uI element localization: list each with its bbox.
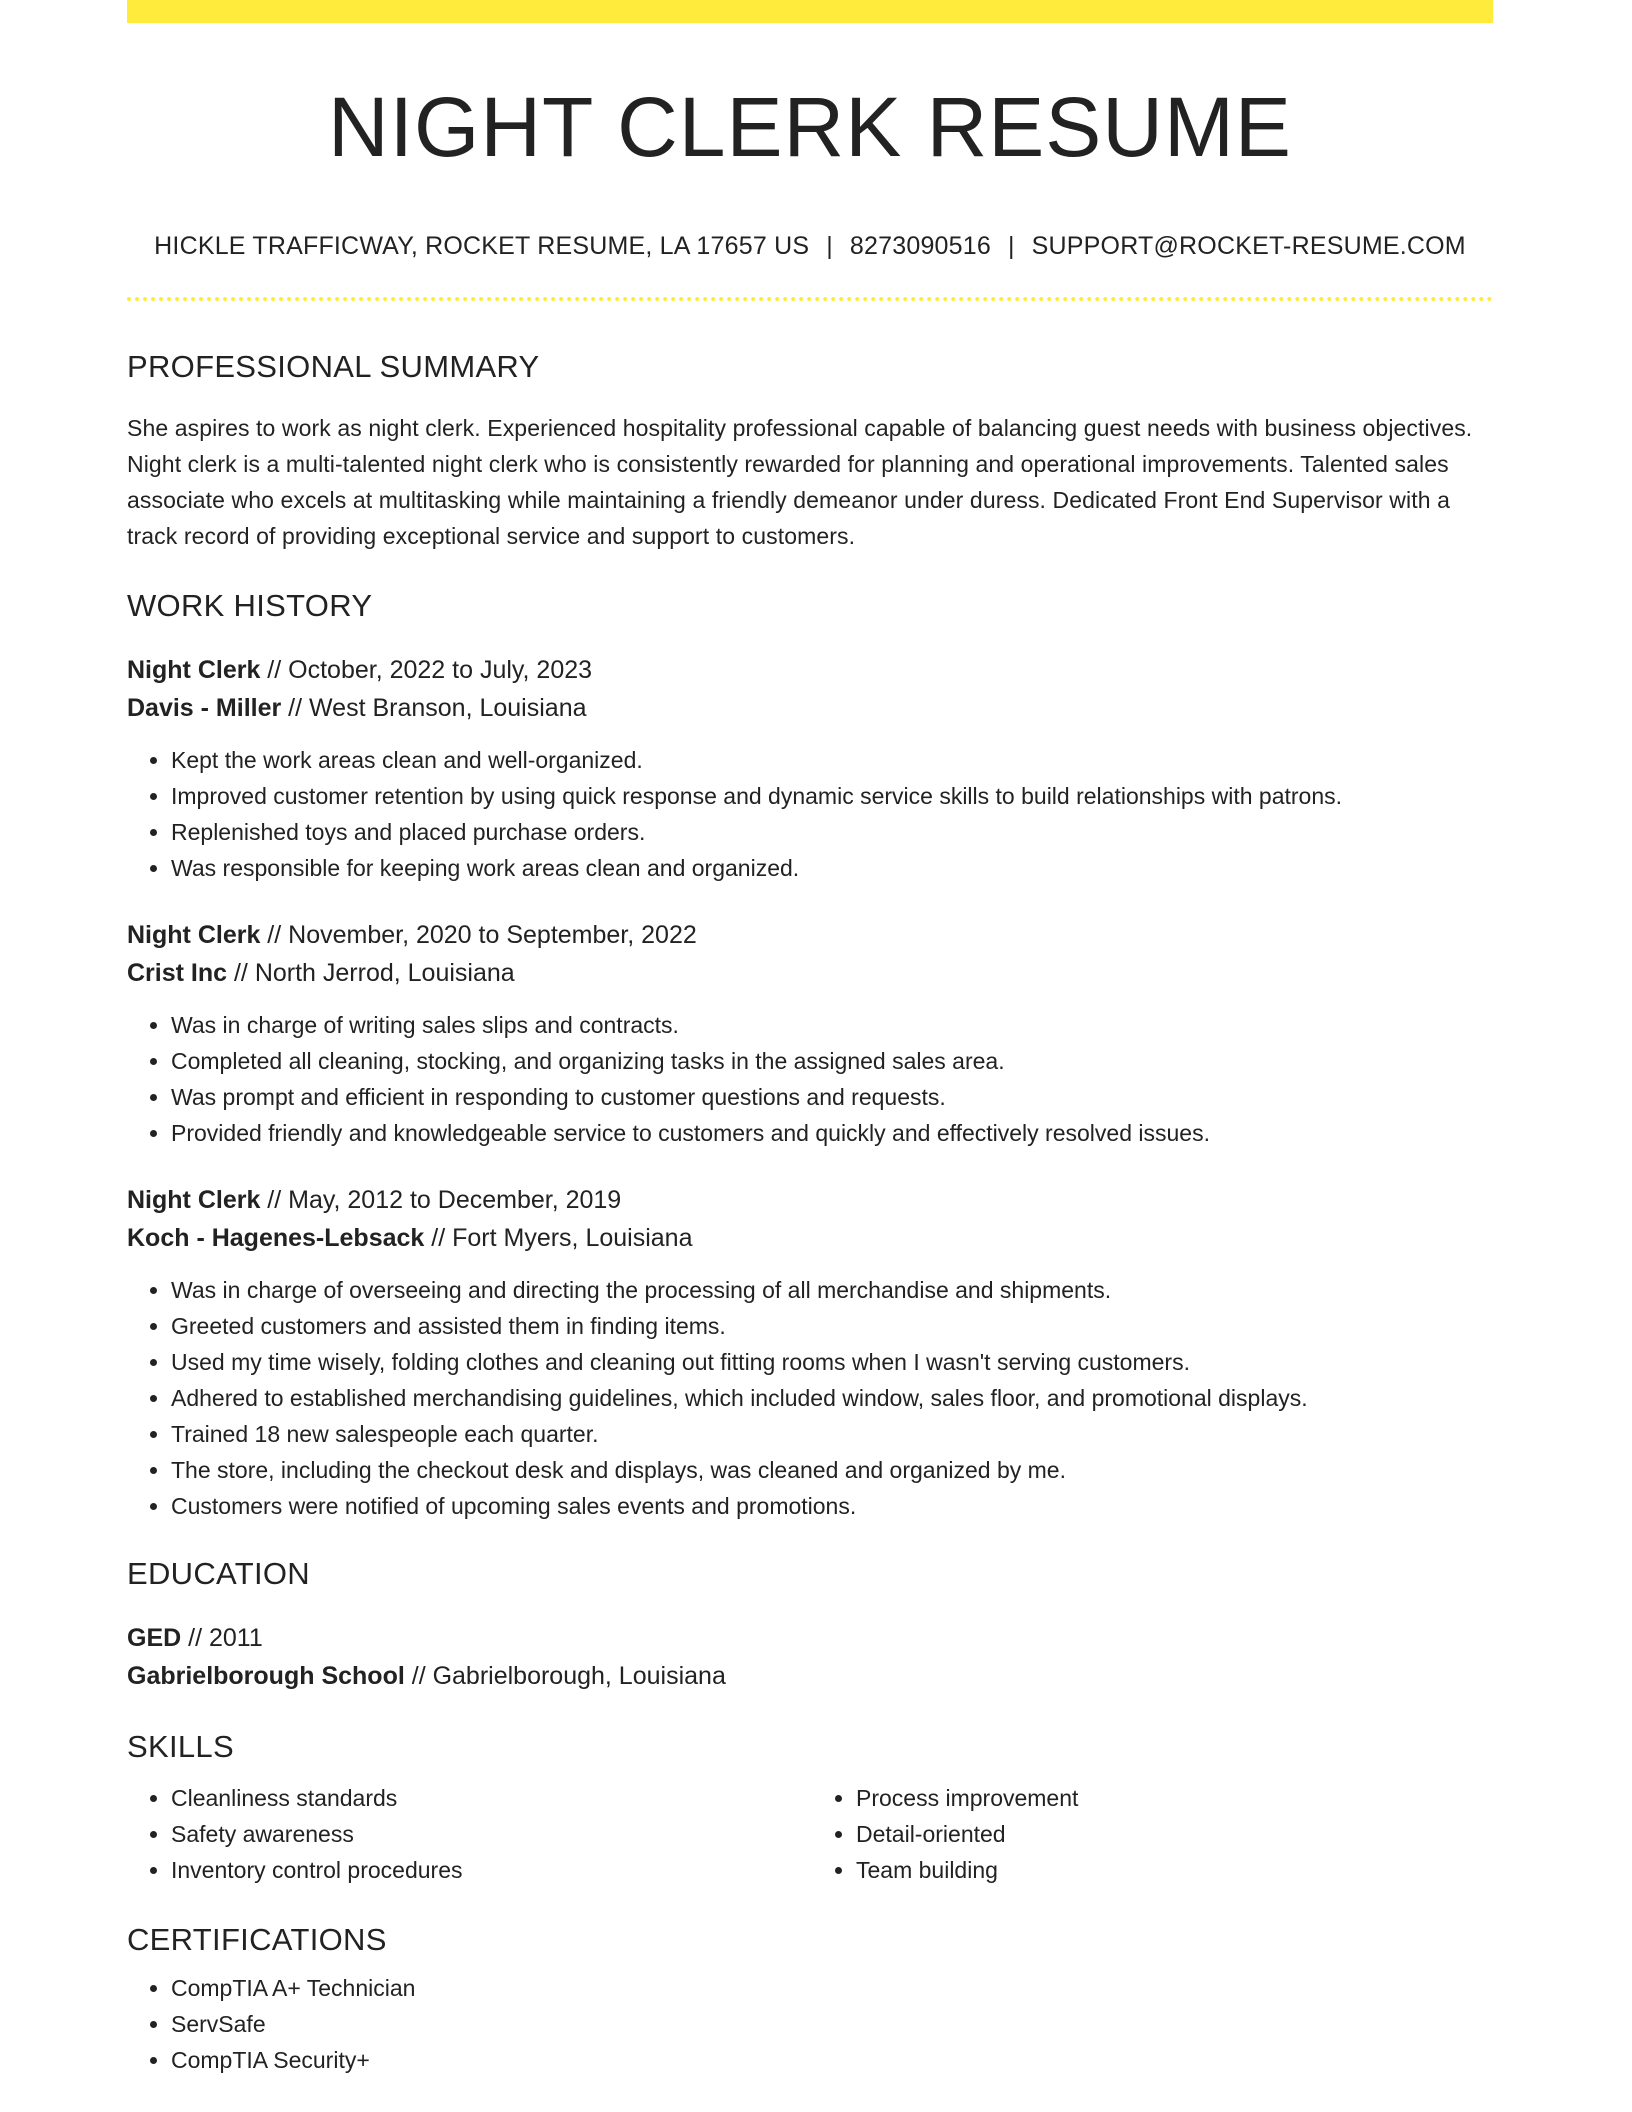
- job-role: Night Clerk: [127, 1186, 261, 1214]
- job-role: Night Clerk: [127, 656, 261, 684]
- list-item: • Improved customer retention by using quick response and dynamic service skills to build relationships with patrons.: [171, 778, 1493, 814]
- job-company-line: [127, 954, 1493, 992]
- address: HICKLE TRAFFICWAY, ROCKET RESUME, LA 17657 US: [154, 232, 810, 260]
- certification-item: • ServSafe: [171, 2006, 1493, 2042]
- separator: |: [826, 232, 833, 260]
- list-item: • Trained 18 new salespeople each quarter.: [171, 1416, 1493, 1452]
- email: SUPPORT@ROCKET-RESUME.COM: [1031, 232, 1466, 260]
- education-year: // 2011: [181, 1624, 263, 1652]
- list-item: • Customers were notified of upcoming sales events and promotions.: [171, 1488, 1493, 1524]
- job-location: // North Jerrod, Louisiana: [227, 959, 515, 987]
- list-item: • Adhered to established merchandising guidelines, which included window, sales floor, and promotional displays.: [171, 1380, 1493, 1416]
- job-company: Davis - Miller: [127, 694, 282, 722]
- education-school-line: [127, 1657, 1493, 1695]
- list-item: • Kept the work areas clean and well-organized.: [171, 742, 1493, 778]
- dotted-divider: [127, 297, 1493, 301]
- job-company-line: [127, 689, 1493, 727]
- skill-item: • Process improvement: [856, 1780, 1493, 1816]
- summary-text: She aspires to work as night clerk. Experienced hospitality professional capable of balancing guest needs with business objectives. Night clerk is a multi-talented night clerk who is consistently rewarded for planning and operational improvements. Talented sales associate who excels at multitasking while maintaining a friendly demeanor under duress. Dedicated Front End Supervisor with a track record of providing exceptional service and support to customers.: [127, 415, 1473, 549]
- resume-title: NIGHT CLERK RESUME: [328, 80, 1292, 174]
- job-bullets: [127, 742, 1493, 886]
- job-company: Crist Inc: [127, 959, 228, 987]
- skills-right-column: [810, 1780, 1493, 1888]
- skill-item: • Inventory control procedures: [171, 1852, 810, 1888]
- list-item: • Completed all cleaning, stocking, and organizing tasks in the assigned sales area.: [171, 1043, 1493, 1079]
- list-item: • The store, including the checkout desk and displays, was cleaned and organized by me.: [171, 1452, 1493, 1488]
- separator: |: [1007, 232, 1015, 260]
- job-role-line: [127, 1181, 1493, 1219]
- job-role-line: [127, 651, 1493, 689]
- job-bullets: [127, 1007, 1493, 1151]
- job-dates: // May, 2012 to December, 2019: [260, 1186, 622, 1214]
- resume-page: [127, 0, 1493, 2078]
- skills-heading: SKILLS: [127, 1729, 234, 1764]
- skill-item: • Cleanliness standards: [171, 1780, 810, 1816]
- list-item: • Replenished toys and placed purchase orders.: [171, 814, 1493, 850]
- certification-item: • CompTIA A+ Technician: [171, 1970, 1493, 2006]
- job-company: Koch - Hagenes-Lebsack: [127, 1224, 425, 1252]
- job-entry: [127, 916, 1493, 1151]
- job-bullets: [127, 1272, 1493, 1524]
- phone: 8273090516: [849, 232, 991, 260]
- job-company-line: [127, 1219, 1493, 1257]
- job-role-line: [127, 916, 1493, 954]
- list-item: • Provided friendly and knowledgeable service to customers and quickly and effectively resolved issues.: [171, 1115, 1493, 1151]
- education-degree: GED: [127, 1624, 182, 1652]
- skill-item: • Safety awareness: [171, 1816, 810, 1852]
- certification-item: • CompTIA Security+: [171, 2042, 1493, 2078]
- job-entry: [127, 1181, 1493, 1524]
- list-item: • Was prompt and efficient in responding to customer questions and requests.: [171, 1079, 1493, 1115]
- list-item: • Greeted customers and assisted them in finding items.: [171, 1308, 1493, 1344]
- skills-grid: [127, 1780, 1493, 1888]
- work-history-heading: WORK HISTORY: [127, 588, 373, 623]
- skill-item: • Team building: [856, 1852, 1493, 1888]
- contact-line: [127, 234, 1493, 259]
- job-location: // West Branson, Louisiana: [281, 694, 587, 722]
- accent-bar: [127, 0, 1493, 23]
- list-item: • Used my time wisely, folding clothes and cleaning out fitting rooms when I wasn't serving customers.: [171, 1344, 1493, 1380]
- list-item: • Was responsible for keeping work areas clean and organized.: [171, 850, 1493, 886]
- list-item: • Was in charge of writing sales slips and contracts.: [171, 1007, 1493, 1043]
- certifications-heading: CERTIFICATIONS: [127, 1922, 387, 1957]
- job-entry: [127, 651, 1493, 886]
- skill-item: • Detail-oriented: [856, 1816, 1493, 1852]
- certifications-list: [127, 1970, 1493, 2078]
- education-location: // Gabrielborough, Louisiana: [404, 1662, 726, 1690]
- skills-left-column: [127, 1780, 810, 1888]
- education-entry: [127, 1619, 1493, 1695]
- education-heading: EDUCATION: [127, 1556, 310, 1591]
- summary-heading: PROFESSIONAL SUMMARY: [127, 349, 540, 384]
- job-role: Night Clerk: [127, 921, 261, 949]
- job-dates: // November, 2020 to September, 2022: [260, 921, 697, 949]
- education-school: Gabrielborough School: [127, 1662, 405, 1690]
- job-location: // Fort Myers, Louisiana: [424, 1224, 693, 1252]
- list-item: • Was in charge of overseeing and directing the processing of all merchandise and shipments.: [171, 1272, 1493, 1308]
- job-dates: // October, 2022 to July, 2023: [260, 656, 593, 684]
- education-degree-line: [127, 1619, 1493, 1657]
